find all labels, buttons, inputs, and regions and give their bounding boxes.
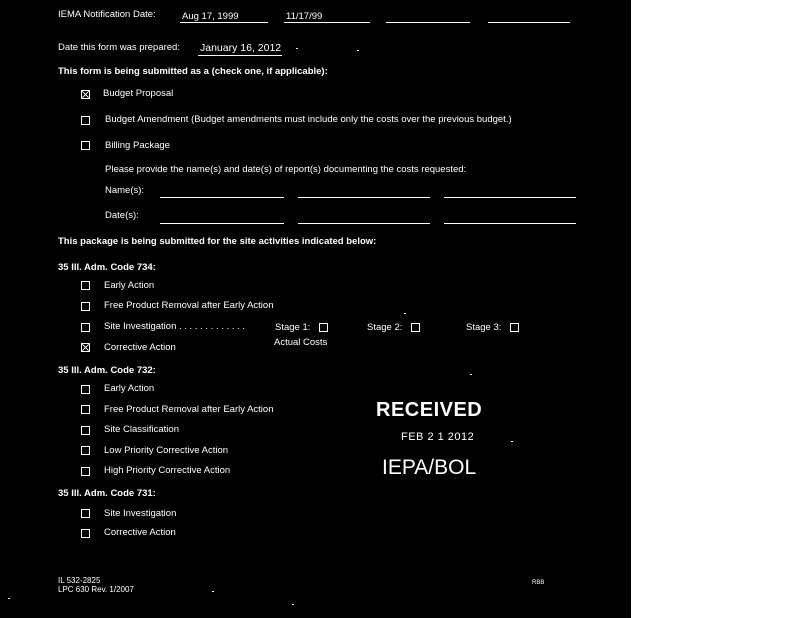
names-line-3	[444, 197, 576, 198]
notification-date-4-line	[488, 22, 570, 23]
732-low-priority-checkbox[interactable]	[81, 446, 90, 455]
dates-line-3	[444, 223, 576, 224]
received-stamp-title: RECEIVED	[376, 399, 483, 421]
scan-speck	[511, 441, 513, 442]
notification-date-2-line	[284, 22, 370, 23]
scan-speck	[296, 48, 298, 49]
received-stamp-agency: IEPA/BOL	[382, 456, 477, 479]
names-line-2	[298, 197, 430, 198]
notification-date-1: Aug 17, 1999	[182, 11, 239, 22]
scan-speck	[212, 591, 214, 592]
732-high-priority-label: High Priority Corrective Action	[104, 465, 231, 476]
scan-speck	[8, 598, 10, 599]
notification-date-3-line	[386, 22, 470, 23]
notification-date-label: IEMA Notification Date:	[58, 9, 156, 20]
code-731-title: 35 Ill. Adm. Code 731:	[58, 488, 156, 499]
732-free-product-checkbox[interactable]	[81, 405, 90, 414]
budget-amendment-checkbox[interactable]	[81, 116, 90, 125]
billing-package-checkbox[interactable]	[81, 141, 90, 150]
stage-3-checkbox[interactable]	[510, 323, 519, 332]
code-732-title: 35 Ill. Adm. Code 732:	[58, 365, 156, 376]
budget-proposal-label: Budget Proposal	[103, 88, 174, 99]
activities-heading: This package is being submitted for the site activities indicated below:	[58, 236, 377, 247]
734-early-action-label: Early Action	[104, 280, 155, 291]
code-734-title: 35 Ill. Adm. Code 734:	[58, 262, 156, 273]
actual-costs-label: Actual Costs	[274, 337, 328, 348]
budget-proposal-checkbox[interactable]	[81, 90, 90, 99]
734-free-product-checkbox[interactable]	[81, 302, 90, 311]
prepared-date-value: January 16, 2012	[200, 42, 282, 54]
stage-3-label: Stage 3:	[466, 322, 502, 333]
732-site-classification-label: Site Classification	[104, 424, 179, 435]
stage-1-checkbox[interactable]	[319, 323, 328, 332]
reports-instruction: Please provide the name(s) and date(s) of report(s) documenting the costs requested:	[105, 164, 467, 175]
prepared-date-line	[198, 55, 282, 56]
731-corrective-action-label: Corrective Action	[104, 527, 176, 538]
732-free-product-label: Free Product Removal after Early Action	[104, 404, 274, 415]
footer-initials: RBB	[532, 580, 545, 586]
dates-label: Date(s):	[105, 210, 139, 221]
734-free-product-label: Free Product Removal after Early Action	[104, 300, 274, 311]
footer-revision: LPC 630 Rev. 1/2007	[58, 585, 134, 594]
732-low-priority-label: Low Priority Corrective Action	[104, 445, 229, 456]
732-site-classification-checkbox[interactable]	[81, 426, 90, 435]
stage-1-label: Stage 1:	[275, 322, 311, 333]
734-early-action-checkbox[interactable]	[81, 281, 90, 290]
footer-form-id: IL 532-2825	[58, 576, 101, 585]
budget-amendment-label: Budget Amendment (Budget amendments must include only the costs over the previous budget.)	[105, 114, 512, 125]
notification-date-2: 11/17/99	[286, 11, 323, 22]
734-site-investigation-label: Site Investigation . . . . . . . . . . . . .	[104, 321, 245, 332]
received-stamp-date: FEB 2 1 2012	[401, 431, 475, 443]
732-early-action-label: Early Action	[104, 383, 155, 394]
notification-date-1-line	[180, 22, 268, 23]
731-corrective-action-checkbox[interactable]	[81, 529, 90, 538]
stage-2-checkbox[interactable]	[411, 323, 420, 332]
731-site-investigation-checkbox[interactable]	[81, 509, 90, 518]
732-high-priority-checkbox[interactable]	[81, 467, 90, 476]
billing-package-label: Billing Package	[105, 140, 170, 151]
prepared-date-label: Date this form was prepared:	[58, 42, 180, 53]
scan-speck	[292, 604, 294, 605]
731-site-investigation-label: Site Investigation	[104, 508, 177, 519]
734-corrective-action-label: Corrective Action	[104, 342, 176, 353]
scan-speck	[470, 374, 472, 375]
names-label: Name(s):	[105, 185, 145, 196]
dates-line-1	[160, 223, 284, 224]
names-line-1	[160, 197, 284, 198]
scan-speck	[357, 50, 359, 51]
734-corrective-action-checkbox[interactable]	[81, 343, 90, 352]
stage-2-label: Stage 2:	[367, 322, 403, 333]
submission-heading: This form is being submitted as a (check one, if applicable):	[58, 66, 328, 77]
scan-speck	[404, 313, 406, 314]
734-site-investigation-checkbox[interactable]	[81, 323, 90, 332]
732-early-action-checkbox[interactable]	[81, 385, 90, 394]
dates-line-2	[298, 223, 430, 224]
